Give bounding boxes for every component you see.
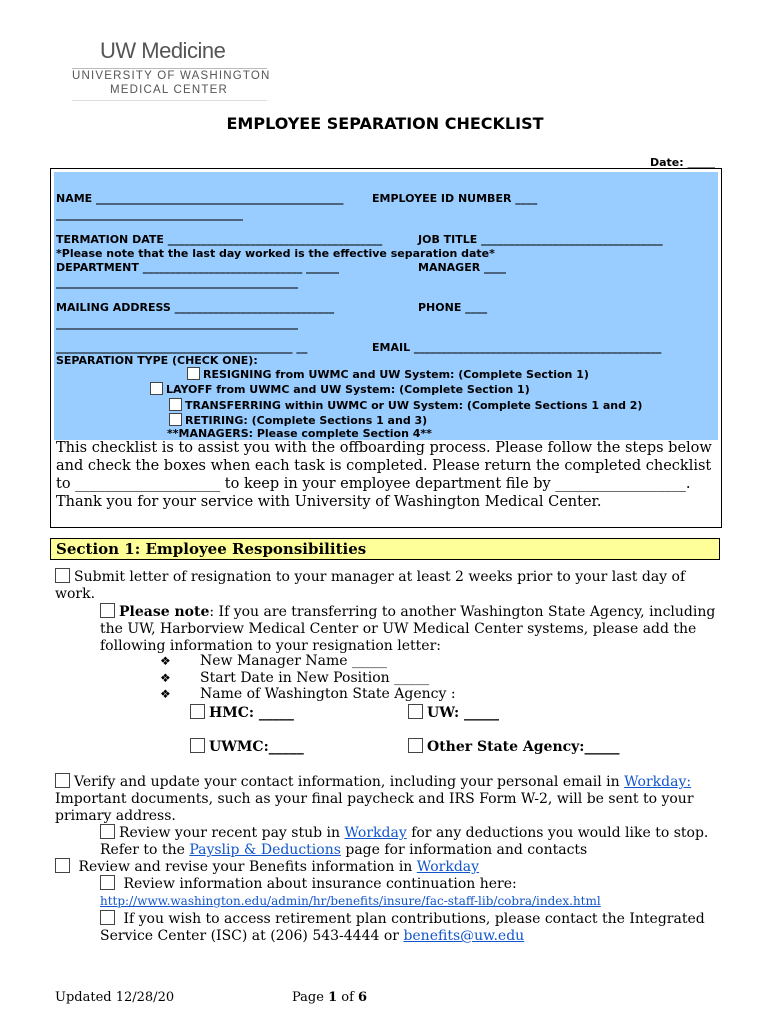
logo-brand: UW Medicine bbox=[100, 38, 226, 63]
resignation-letter-checkbox[interactable] bbox=[55, 568, 70, 583]
employee-info-panel bbox=[54, 172, 718, 440]
separation-date-note: *Please note that the last day worked is the effective separation date* bbox=[56, 247, 495, 260]
employee-info-box bbox=[50, 168, 722, 528]
resignation-letter-text: Submit letter of resignation to your manager at least 2 weeks prior to your last day of work. bbox=[55, 569, 686, 602]
page-total: 6 bbox=[358, 990, 368, 1005]
uwmc-option[interactable] bbox=[190, 738, 304, 756]
page-title: EMPLOYEE SEPARATION CHECKLIST bbox=[226, 114, 544, 133]
bullet-agency-name bbox=[160, 686, 456, 703]
department-field-continued[interactable]: ____________________________________________ bbox=[56, 276, 298, 289]
logo-rule bbox=[72, 68, 267, 69]
benefits-text: Review and revise your Benefits information in bbox=[78, 859, 417, 875]
bullet-text: New Manager Name _____ bbox=[200, 653, 388, 669]
resigning-label: RESIGNING from UWMC and UW System: (Complete Section 1) bbox=[203, 368, 589, 381]
managers-note: **MANAGERS: Please complete Section 4** bbox=[167, 427, 432, 440]
page-label: Page bbox=[292, 990, 329, 1005]
logo-line-2: MEDICAL CENTER bbox=[110, 84, 228, 96]
workday-link[interactable]: Workday bbox=[416, 859, 480, 875]
bullet-new-manager bbox=[160, 653, 387, 670]
diamond-bullet-icon: ❖ bbox=[160, 687, 171, 701]
transferring-option[interactable] bbox=[169, 398, 642, 412]
retirement-item bbox=[100, 910, 720, 945]
bullet-text: Name of Washington State Agency : bbox=[200, 686, 456, 702]
insurance-text: Review information about insurance continuation here: bbox=[123, 876, 517, 892]
updated-date: Updated 12/28/20 bbox=[55, 990, 175, 1005]
name-field[interactable]: NAME _____________________________________________ bbox=[56, 192, 344, 205]
other-agency-option[interactable] bbox=[408, 738, 619, 756]
resigning-option[interactable] bbox=[187, 367, 589, 381]
contact-info-text: Verify and update your contact information, including your personal email in bbox=[74, 774, 625, 790]
benefits-checkbox[interactable] bbox=[55, 858, 70, 873]
page-current: 1 bbox=[328, 990, 338, 1005]
contact-info-text-2: Important documents, such as your final paycheck and IRS Form W-2, will be sent to your primary address. bbox=[55, 791, 694, 824]
mailing-address-field[interactable]: MAILING ADDRESS _____________________________ bbox=[56, 301, 335, 314]
benefits-email-link[interactable]: benefits@uw.edu bbox=[403, 928, 525, 944]
uw-checkbox[interactable] bbox=[408, 704, 423, 719]
pay-stub-item bbox=[100, 824, 710, 859]
uw-option[interactable] bbox=[408, 704, 499, 722]
bullet-text: Start Date in New Position _____ bbox=[200, 670, 430, 686]
separation-type-label: SEPARATION TYPE (CHECK ONE): bbox=[56, 354, 258, 367]
email-field[interactable]: EMAIL _____________________________________________ bbox=[372, 341, 662, 354]
layoff-checkbox[interactable] bbox=[150, 382, 163, 395]
termination-date-field[interactable]: TERMATION DATE _______________________________________ bbox=[56, 233, 383, 246]
department-field[interactable]: DEPARTMENT _____________________________ ______ bbox=[56, 261, 340, 274]
name-field-continued[interactable]: __________________________________ bbox=[56, 208, 243, 221]
please-note-checkbox[interactable] bbox=[100, 603, 115, 618]
layoff-label: LAYOFF from UWMC and UW System: (Complete Section 1) bbox=[166, 383, 530, 396]
insurance-checkbox[interactable] bbox=[100, 875, 115, 890]
bullet-start-date bbox=[160, 670, 429, 687]
pay-stub-text-3: page for information and contacts bbox=[340, 842, 588, 858]
other-agency-label: Other State Agency:_____ bbox=[427, 739, 620, 755]
section-1-header: Section 1: Employee Responsibilities bbox=[50, 538, 720, 560]
employee-id-field[interactable]: EMPLOYEE ID NUMBER ____ bbox=[372, 192, 538, 205]
manager-field[interactable]: MANAGER ____ bbox=[418, 261, 507, 274]
pay-stub-text: Review your recent pay stub in bbox=[119, 825, 345, 841]
payslip-deductions-link[interactable]: Payslip & Deductions bbox=[189, 842, 341, 858]
logo-rule-bottom bbox=[72, 100, 267, 101]
benefits-item bbox=[55, 858, 705, 876]
uwmc-checkbox[interactable] bbox=[190, 738, 205, 753]
diamond-bullet-icon: ❖ bbox=[160, 671, 171, 685]
please-note-text: : If you are transferring to another Washington State Agency, including the UW, Harborview Medical Center or UW Medical Center systems, please add the following information to your resignation letter: bbox=[100, 604, 716, 654]
layoff-option[interactable] bbox=[150, 382, 530, 396]
cobra-link[interactable]: http://www.washington.edu/admin/hr/benefits/insure/fac-staff-lib/cobra/index.html bbox=[100, 894, 601, 908]
mailing-address-continued[interactable]: ____________________________________________ bbox=[56, 317, 298, 330]
pay-stub-text-2: for any deductions you would like to stop. Refer to the bbox=[100, 825, 709, 858]
contact-info-checkbox[interactable] bbox=[55, 773, 70, 788]
uw-medicine-logo bbox=[70, 38, 270, 100]
retiring-option[interactable] bbox=[169, 413, 427, 427]
transferring-label: TRANSFERRING within UWMC or UW System: (Complete Sections 1 and 2) bbox=[185, 399, 643, 412]
page-of-label: of bbox=[337, 990, 359, 1005]
hmc-checkbox[interactable] bbox=[190, 704, 205, 719]
please-note-item bbox=[100, 603, 720, 655]
please-note-label: Please note bbox=[119, 604, 210, 620]
phone-field[interactable]: PHONE ____ bbox=[418, 301, 488, 314]
job-title-field[interactable]: JOB TITLE _________________________________ bbox=[418, 233, 663, 246]
resigning-checkbox[interactable] bbox=[187, 367, 200, 380]
mailing-address-continued-2[interactable]: ___________________________________________ __ bbox=[56, 341, 308, 354]
pay-stub-checkbox[interactable] bbox=[100, 824, 115, 839]
retiring-label: RETIRING: (Complete Sections 1 and 3) bbox=[185, 414, 428, 427]
retiring-checkbox[interactable] bbox=[169, 413, 182, 426]
logo-line-1: UNIVERSITY OF WASHINGTON bbox=[72, 70, 271, 82]
contact-info-item bbox=[55, 773, 705, 825]
retirement-checkbox[interactable] bbox=[100, 910, 115, 925]
hmc-option[interactable] bbox=[190, 704, 294, 722]
uwmc-label: UWMC:_____ bbox=[209, 739, 304, 755]
date-field[interactable]: Date: _____ bbox=[649, 156, 715, 169]
intro-paragraph: This checklist is to assist you with the offboarding process. Please follow the steps below and check the boxes when each task is completed. Please return the completed checklist to ____________________ to keep in your employee department file by __________________. Thank you for your service with University of Washington Medical Center. bbox=[56, 440, 712, 510]
insurance-item bbox=[100, 875, 720, 910]
transferring-checkbox[interactable] bbox=[169, 398, 182, 411]
hmc-label: HMC: _____ bbox=[209, 705, 294, 721]
diamond-bullet-icon: ❖ bbox=[160, 654, 171, 668]
resignation-letter-item bbox=[55, 568, 705, 603]
workday-link[interactable]: Workday: bbox=[624, 774, 692, 790]
retirement-text: If you wish to access retirement plan contributions, please contact the Integrated Service Center (ISC) at (206) 543-4444 or bbox=[100, 911, 705, 944]
workday-link[interactable]: Workday bbox=[344, 825, 407, 841]
other-agency-checkbox[interactable] bbox=[408, 738, 423, 753]
page-number bbox=[292, 990, 367, 1005]
uw-label: UW: _____ bbox=[427, 705, 500, 721]
